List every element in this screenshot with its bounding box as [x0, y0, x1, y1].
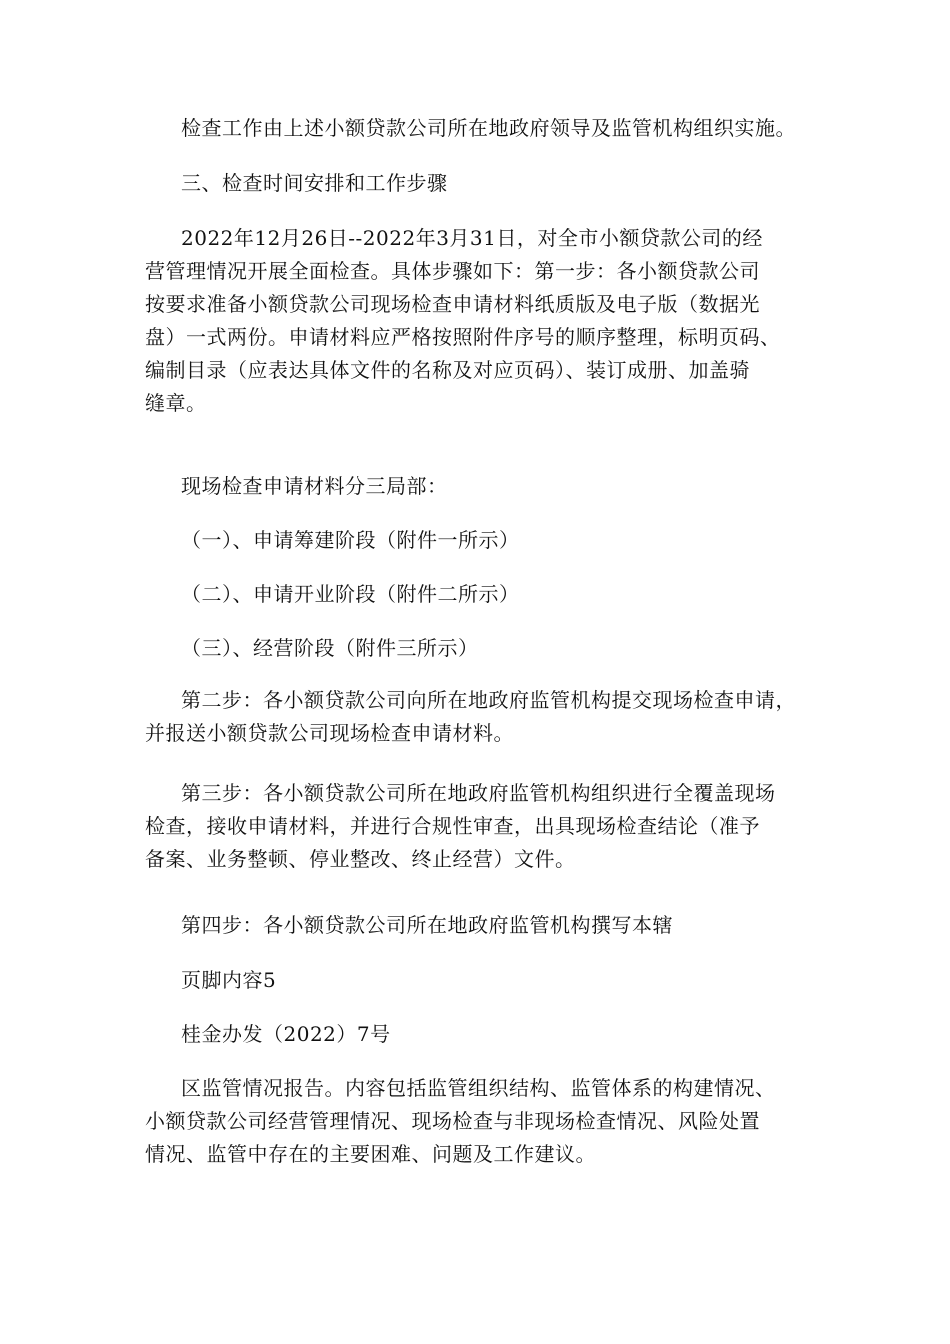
paragraph-inspection-organizer	[145, 112, 835, 145]
list-item-operation	[145, 632, 835, 665]
text-line: 并报送小额贷款公司现场检查申请材料。	[145, 721, 514, 745]
paragraph-step-four	[145, 909, 835, 942]
text-line: 三、检查时间安排和工作步骤	[181, 171, 448, 195]
text-line: 第三步：各小额贷款公司所在地政府监管机构组织进行全覆盖现场	[181, 781, 776, 805]
text-line: （三）、经营阶段（附件三所示）	[181, 636, 479, 660]
text-line: 现场检查申请材料分三局部：	[181, 474, 448, 498]
list-item-preparation	[145, 524, 835, 557]
text-line: 桂金办发（2022）7号	[181, 1022, 391, 1046]
text-line: 第四步：各小额贷款公司所在地政府监管机构撰写本辖	[181, 913, 673, 937]
text-line: 第二步：各小额贷款公司向所在地政府监管机构提交现场检查申请，	[181, 688, 796, 712]
footer-content	[145, 964, 835, 997]
document-number	[145, 1018, 835, 1051]
section-heading-schedule	[145, 167, 835, 200]
text-line: 检查工作由上述小额贷款公司所在地政府领导及监管机构组织实施。	[181, 116, 796, 140]
text-line: 备案、业务整顿、停业整改、终止经营）文件。	[145, 847, 576, 871]
text-line: 2022年12月26日--2022年3月31日，对全市小额贷款公司的经	[181, 226, 763, 250]
paragraph-materials-intro	[145, 470, 835, 503]
paragraph-step-two	[145, 684, 835, 750]
text-line: 编制目录（应表达具体文件的名称及对应页码）、装订成册、加盖骑	[145, 358, 750, 382]
text-line: 情况、监管中存在的主要困难、问题及工作建议。	[145, 1142, 596, 1166]
text-line: 区监管情况报告。内容包括监管组织结构、监管体系的构建情况、	[181, 1076, 776, 1100]
text-line: 页脚内容5	[181, 968, 277, 992]
paragraph-report-contents	[145, 1072, 835, 1171]
paragraph-step-one	[145, 222, 835, 420]
list-item-opening	[145, 578, 835, 611]
text-line: 检查，接收申请材料，并进行合规性审查，出具现场检查结论（准予	[145, 814, 760, 838]
text-line: 盘）一式两份。申请材料应严格按照附件序号的顺序整理，标明页码、	[145, 325, 781, 349]
text-line: 按要求准备小额贷款公司现场检查申请材料纸质版及电子版（数据光	[145, 292, 760, 316]
paragraph-step-three	[145, 777, 835, 876]
text-line: 小额贷款公司经营管理情况、现场检查与非现场检查情况、风险处置	[145, 1109, 760, 1133]
text-line: （二）、申请开业阶段（附件二所示）	[181, 582, 520, 606]
text-line: 营管理情况开展全面检查。具体步骤如下：第一步：各小额贷款公司	[145, 259, 760, 283]
text-line: 缝章。	[145, 391, 207, 415]
text-line: （一）、申请筹建阶段（附件一所示）	[181, 528, 520, 552]
